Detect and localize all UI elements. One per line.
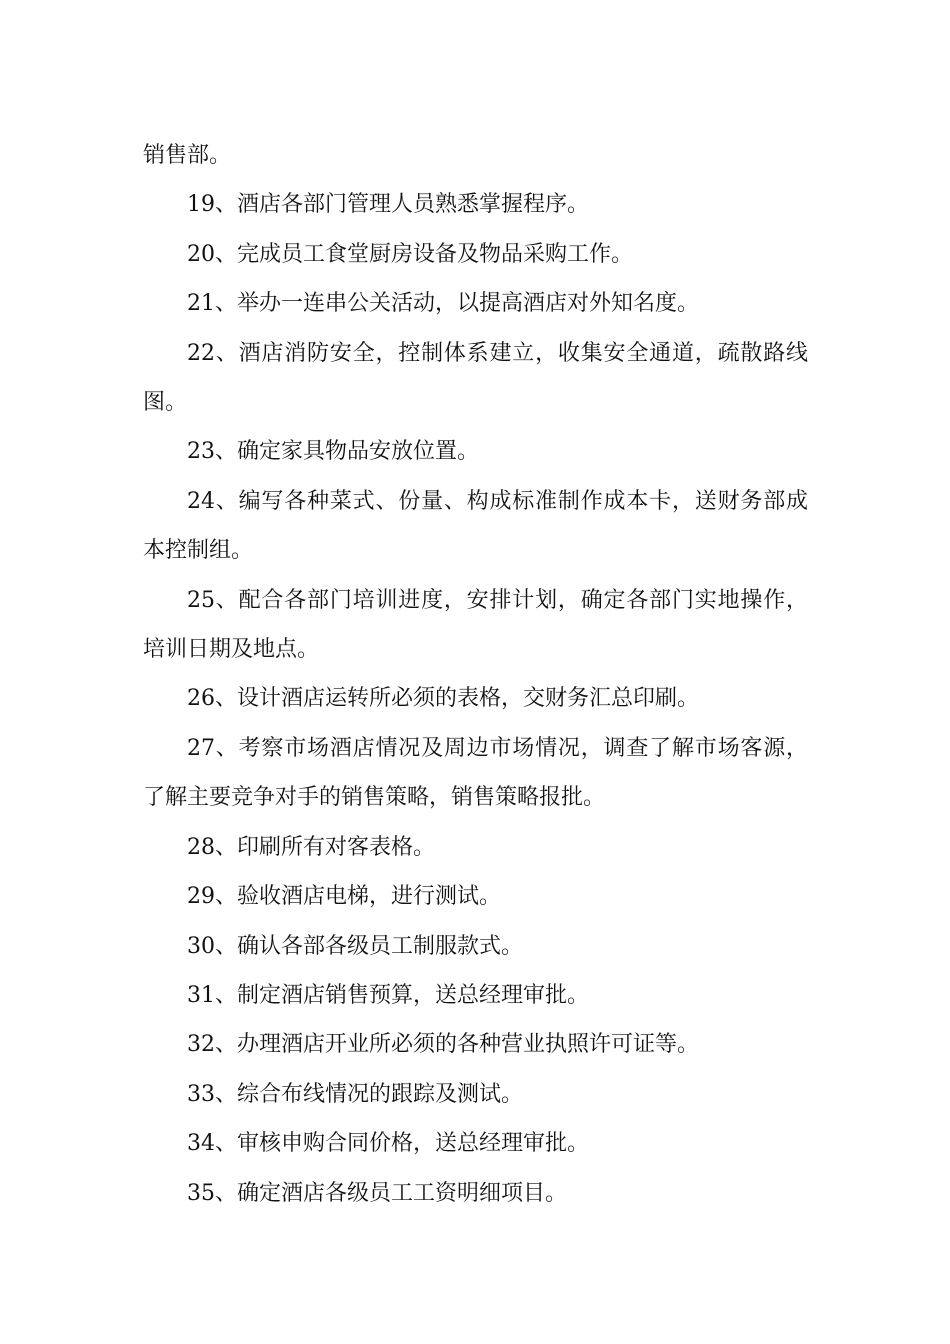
paragraph-item-25: 25、配合各部门培训进度，安排计划，确定各部门实地操作，培训日期及地点。 — [143, 587, 808, 663]
paragraph-item-26: 26、设计酒店运转所必须的表格，交财务汇总印刷。 — [187, 686, 699, 712]
paragraph-item-23: 23、确定家具物品安放位置。 — [187, 439, 479, 465]
paragraph-item-20: 20、完成员工食堂厨房设备及物品采购工作。 — [187, 241, 633, 267]
paragraph-item-19: 19、酒店各部门管理人员熟悉掌握程序。 — [187, 192, 589, 218]
paragraph-item-24: 24、编写各种菜式、份量、构成标准制作成本卡，送财务部成本控制组。 — [143, 488, 808, 564]
paragraph-item-34: 34、审核申购合同价格，送总经理审批。 — [187, 1131, 589, 1157]
paragraph-item-22: 22、酒店消防安全，控制体系建立，收集安全通道，疏散路线图。 — [143, 340, 808, 416]
paragraph-item-33: 33、综合布线情况的跟踪及测试。 — [187, 1081, 523, 1107]
document-body — [143, 131, 808, 1218]
paragraph-item-35: 35、确定酒店各级员工工资明细项目。 — [187, 1180, 567, 1206]
paragraph-item-30: 30、确认各部各级员工制服款式。 — [187, 933, 523, 959]
paragraph-item-31: 31、制定酒店销售预算，送总经理审批。 — [187, 982, 589, 1008]
paragraph-item-32: 32、办理酒店开业所必须的各种营业执照许可证等。 — [187, 1032, 699, 1058]
paragraph-item-28: 28、印刷所有对客表格。 — [187, 834, 435, 860]
paragraph-item-21: 21、举办一连串公关活动，以提高酒店对外知名度。 — [187, 291, 699, 317]
paragraph-item-27: 27、考察市场酒店情况及周边市场情况，调查了解市场客源，了解主要竞争对手的销售策略，销售策略报批。 — [143, 735, 808, 811]
paragraph-continuation: 销售部。 — [143, 143, 232, 168]
paragraph-item-29: 29、验收酒店电梯，进行测试。 — [187, 884, 501, 910]
